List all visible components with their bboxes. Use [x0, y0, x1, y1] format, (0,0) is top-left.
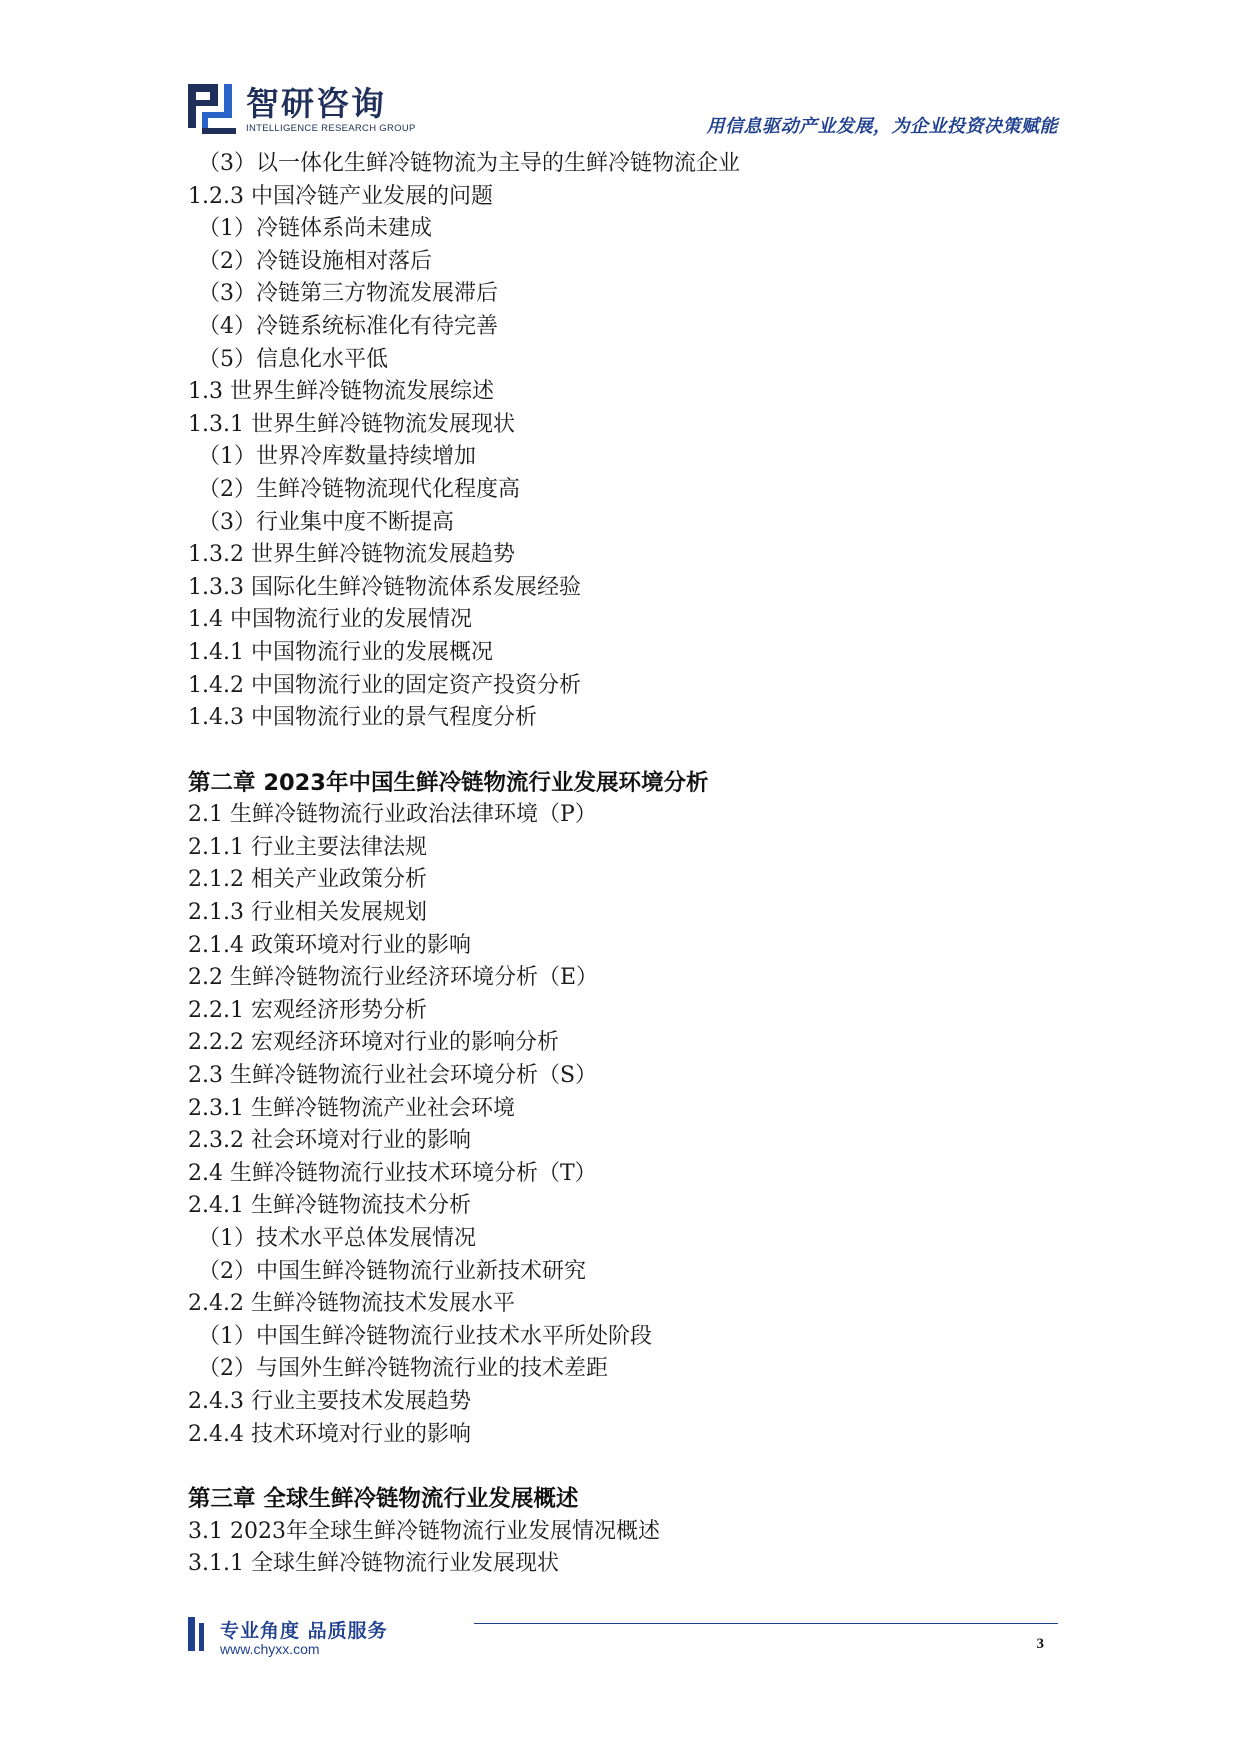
toc-entry: 1.4.2 中国物流行业的固定资产投资分析	[188, 672, 581, 698]
toc-entry: （4）冷链系统标准化有待完善	[198, 313, 498, 339]
toc-entry: 3.1.1 全球生鲜冷链物流行业发展现状	[188, 1551, 559, 1577]
toc-entry: 2.3.2 社会环境对行业的影响	[188, 1128, 471, 1154]
toc-entry: 2.2 生鲜冷链物流行业经济环境分析（E）	[188, 965, 599, 991]
toc-entry: 2.1.2 相关产业政策分析	[188, 867, 427, 893]
toc-entry: 1.2.3 中国冷链产业发展的问题	[188, 183, 493, 209]
toc-entry: 2.4.4 技术环境对行业的影响	[188, 1421, 471, 1447]
footer-url: www.chyxx.com	[220, 1641, 320, 1657]
toc-section-chapter1-cont	[188, 148, 1068, 735]
toc-entry: 1.4.3 中国物流行业的景气程度分析	[188, 705, 537, 731]
toc-entry: 2.1.4 政策环境对行业的影响	[188, 932, 471, 958]
toc-entry: 2.2.1 宏观经济形势分析	[188, 997, 427, 1023]
table-of-contents	[188, 148, 1068, 1581]
toc-entry: （5）信息化水平低	[198, 346, 388, 372]
toc-entry: （2）冷链设施相对落后	[198, 248, 432, 274]
toc-entry: 1.3.3 国际化生鲜冷链物流体系发展经验	[188, 574, 581, 600]
toc-entry: （2）与国外生鲜冷链物流行业的技术差距	[198, 1356, 608, 1382]
toc-entry: 2.1.1 行业主要法律法规	[188, 834, 427, 860]
toc-entry: 3.1 2023年全球生鲜冷链物流行业发展情况概述	[188, 1518, 660, 1544]
toc-entry: （2）中国生鲜冷链物流行业新技术研究	[198, 1258, 586, 1284]
toc-entry: 2.4.3 行业主要技术发展趋势	[188, 1388, 471, 1414]
toc-entry: 1.3 世界生鲜冷链物流发展综述	[188, 379, 494, 405]
page-header	[188, 84, 1058, 144]
header-slogan: 用信息驱动产业发展，为企业投资决策赋能	[706, 116, 1058, 137]
section-gap	[188, 735, 1068, 767]
page-number: 3	[1036, 1636, 1044, 1652]
toc-entry: 1.4 中国物流行业的发展情况	[188, 607, 472, 633]
toc-entry: （2）生鲜冷链物流现代化程度高	[198, 476, 520, 502]
toc-entry: 2.4.2 生鲜冷链物流技术发展水平	[188, 1291, 515, 1317]
toc-entry: 2.4 生鲜冷链物流行业技术环境分析（T）	[188, 1160, 597, 1186]
toc-entry: （1）技术水平总体发展情况	[198, 1226, 476, 1251]
page-footer	[188, 1614, 1058, 1664]
toc-entry: （3）行业集中度不断提高	[198, 509, 454, 535]
footer-divider	[474, 1623, 1058, 1624]
brand-name-en: INTELLIGENCE RESEARCH GROUP	[246, 123, 416, 134]
brand-name-cn: 智研咨询	[246, 84, 386, 123]
toc-entry: （1）中国生鲜冷链物流行业技术水平所处阶段	[198, 1323, 652, 1349]
toc-entry: （1）冷链体系尚未建成	[198, 216, 432, 242]
footer-bars-icon	[188, 1617, 210, 1651]
toc-entry: 1.3.1 世界生鲜冷链物流发展现状	[188, 411, 515, 437]
toc-entry: 1.3.2 世界生鲜冷链物流发展趋势	[188, 542, 515, 568]
toc-entry: （3）以一体化生鲜冷链物流为主导的生鲜冷链物流企业	[198, 151, 740, 176]
chapter-3-title: 第三章 全球生鲜冷链物流行业发展概述	[188, 1486, 579, 1513]
chapter-2-title: 第二章 2023年中国生鲜冷链物流行业发展环境分析	[188, 769, 709, 796]
footer-slogan: 专业角度 品质服务	[220, 1620, 388, 1642]
toc-entry: 2.3 生鲜冷链物流行业社会环境分析（S）	[188, 1063, 598, 1089]
toc-entry: 2.3.1 生鲜冷链物流产业社会环境	[188, 1095, 515, 1121]
company-logo-icon	[188, 84, 236, 136]
toc-entry: 2.4.1 生鲜冷链物流技术分析	[188, 1193, 471, 1219]
toc-section-chapter3	[188, 1516, 1068, 1581]
toc-section-chapter2	[188, 799, 1068, 1451]
toc-entry: 2.2.2 宏观经济环境对行业的影响分析	[188, 1030, 559, 1056]
brand	[246, 86, 416, 134]
section-gap	[188, 1451, 1068, 1483]
toc-entry: 1.4.1 中国物流行业的发展概况	[188, 639, 493, 665]
toc-entry: 2.1 生鲜冷链物流行业政治法律环境（P）	[188, 802, 597, 828]
toc-entry: （1）世界冷库数量持续增加	[198, 444, 476, 470]
toc-entry: 2.1.3 行业相关发展规划	[188, 900, 427, 926]
toc-entry: （3）冷链第三方物流发展滞后	[198, 281, 498, 307]
